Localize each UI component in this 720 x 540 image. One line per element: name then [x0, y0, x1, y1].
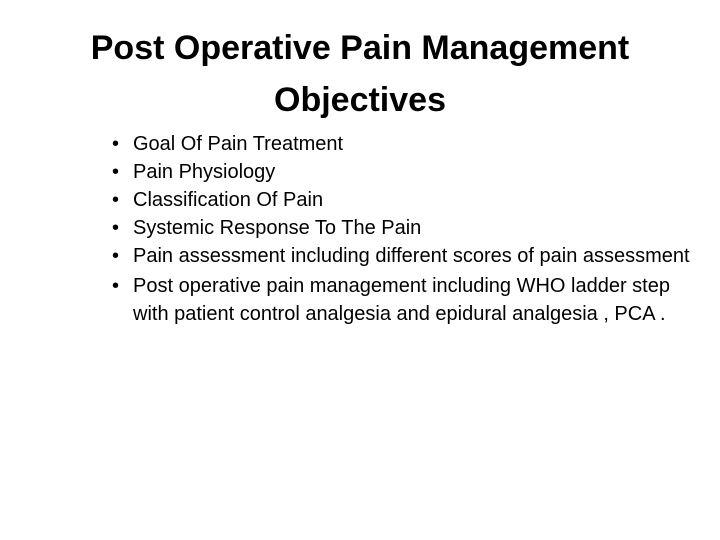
- slide-title-line-2: Objectives: [274, 81, 446, 119]
- bullet-list: [112, 130, 692, 328]
- bullet-item-systemic-response: [112, 214, 692, 242]
- bullet-text: Classification Of Pain: [133, 189, 324, 211]
- bullet-item-goal: [112, 130, 692, 158]
- bullet-dot-icon: •: [112, 161, 120, 183]
- bullet-dot-icon: •: [112, 245, 120, 267]
- bullet-dot-icon: •: [112, 275, 120, 297]
- slide-title: [40, 22, 680, 126]
- bullet-dot-icon: •: [112, 217, 120, 239]
- bullet-item-physiology: [112, 158, 692, 186]
- bullet-item-classification: [112, 186, 692, 214]
- slide-title-line-1: Post Operative Pain Management: [90, 29, 630, 67]
- bullet-text: Pain assessment including different scores of pain assessment: [133, 245, 690, 267]
- bullet-text: Pain Physiology: [133, 161, 276, 183]
- bullet-dot-icon: •: [112, 189, 120, 211]
- bullet-text: Post operative pain management including WHO ladder step with patient control analgesia and epidural analgesia , PCA .: [133, 275, 670, 325]
- bullet-text: Goal Of Pain Treatment: [133, 133, 344, 155]
- bullet-dot-icon: •: [112, 133, 120, 155]
- bullet-text: Systemic Response To The Pain: [133, 217, 422, 239]
- bullet-item-post-op-management: [112, 272, 692, 328]
- bullet-item-assessment: [112, 242, 692, 270]
